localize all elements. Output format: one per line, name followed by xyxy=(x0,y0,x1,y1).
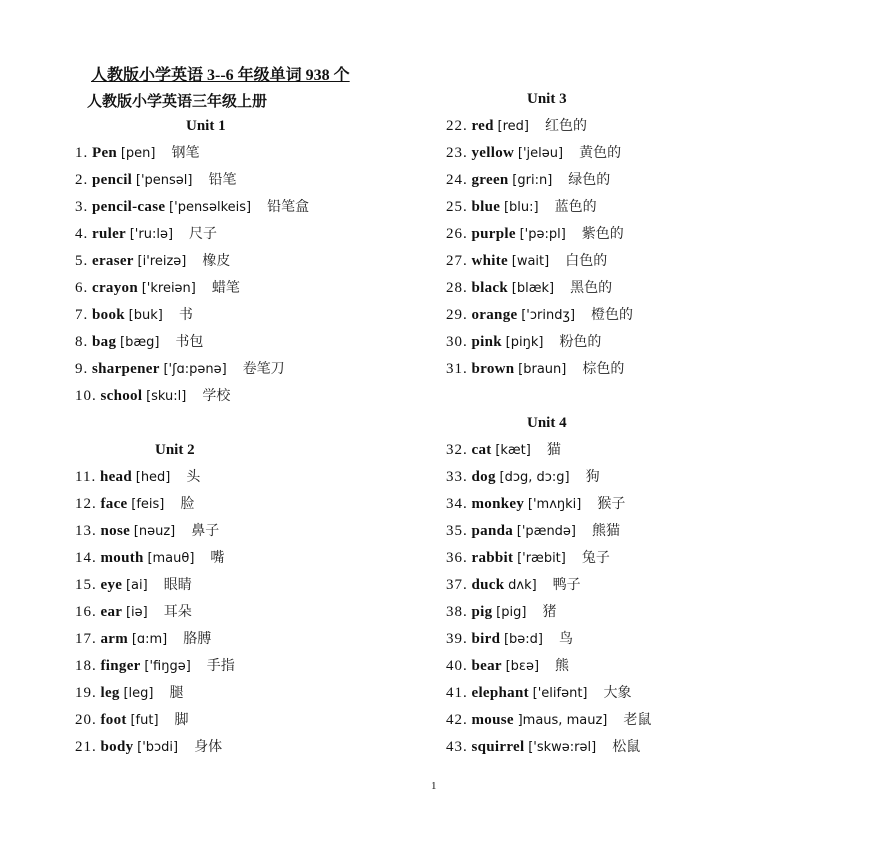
entry-meaning: 钢笔 xyxy=(171,145,200,161)
entry-word: bag xyxy=(92,334,117,350)
entry-word: eye xyxy=(100,577,123,593)
entry-number: 38. xyxy=(446,604,468,620)
entry-meaning: 鸭子 xyxy=(552,577,581,593)
entry-word: arm xyxy=(100,631,129,647)
entry-phonetic: [fut] xyxy=(130,713,159,728)
entry-phonetic: [buk] xyxy=(128,308,163,323)
entry-phonetic: [piŋk] xyxy=(505,335,544,350)
entry-word: purple xyxy=(471,226,516,242)
entry-number: 12. xyxy=(75,496,97,512)
entry-meaning: 粉色的 xyxy=(559,334,602,350)
entry-word: black xyxy=(471,280,509,296)
page-title: 人教版小学英语 3--6 年级单词 938 个 xyxy=(91,67,350,84)
entry-number: 5. xyxy=(75,253,89,269)
entry-number: 16. xyxy=(75,604,97,620)
entry-number: 36. xyxy=(446,550,468,566)
entry-phonetic: [i'reizə] xyxy=(137,254,187,269)
entry-meaning: 书包 xyxy=(175,334,204,350)
entry-number: 10. xyxy=(75,388,97,404)
entry-word: green xyxy=(471,172,509,188)
entry-phonetic: ['kreiən] xyxy=(141,281,196,296)
entry-number: 4. xyxy=(75,226,89,242)
entry-number: 3. xyxy=(75,199,89,215)
entry-meaning: 熊 xyxy=(555,658,570,674)
entry-number: 39. xyxy=(446,631,468,647)
entry-word: eraser xyxy=(92,253,134,269)
vocab-entry xyxy=(446,167,633,194)
vocab-entry xyxy=(75,167,309,194)
unit-3-list xyxy=(446,113,633,383)
entry-word: body xyxy=(100,739,134,755)
vocab-entry xyxy=(446,329,633,356)
vocab-entry xyxy=(446,518,651,545)
entry-phonetic: [bɛə] xyxy=(505,659,540,674)
entry-phonetic: ['pensəlkeis] xyxy=(169,200,252,215)
entry-meaning: 松鼠 xyxy=(612,739,641,755)
entry-word: pencil-case xyxy=(92,199,166,215)
entry-meaning: 学校 xyxy=(202,388,231,404)
entry-meaning: 胳膊 xyxy=(183,631,212,647)
entry-phonetic: ['fiŋgə] xyxy=(144,659,191,674)
page-number: 1 xyxy=(431,780,437,792)
entry-meaning: 狗 xyxy=(585,469,600,485)
vocab-entry xyxy=(446,248,633,275)
entry-word: pig xyxy=(471,604,493,620)
entry-number: 20. xyxy=(75,712,97,728)
entry-word: mouth xyxy=(100,550,144,566)
vocab-entry xyxy=(446,599,651,626)
entry-phonetic: [gri:n] xyxy=(512,173,553,188)
entry-phonetic: [pig] xyxy=(496,605,527,620)
vocab-entry xyxy=(75,653,235,680)
entry-word: Pen xyxy=(92,145,118,161)
entry-phonetic: [leg] xyxy=(123,686,154,701)
entry-meaning: 紫色的 xyxy=(581,226,624,242)
entry-word: yellow xyxy=(471,145,515,161)
entry-word: duck xyxy=(471,577,505,593)
entry-word: white xyxy=(471,253,508,269)
entry-number: 33. xyxy=(446,469,468,485)
entry-number: 9. xyxy=(75,361,89,377)
entry-number: 30. xyxy=(446,334,468,350)
vocab-entry xyxy=(446,734,651,761)
entry-word: monkey xyxy=(471,496,525,512)
unit-1-heading: Unit 1 xyxy=(186,118,226,134)
entry-meaning: 鸟 xyxy=(559,631,573,647)
entry-meaning: 蜡笔 xyxy=(211,280,240,296)
entry-phonetic: ['jeləu] xyxy=(517,146,564,161)
unit-1-list xyxy=(75,140,309,410)
entry-meaning: 铅笔盒 xyxy=(267,199,310,215)
entry-phonetic: ['elifənt] xyxy=(532,686,588,701)
entry-number: 37. xyxy=(446,577,468,593)
entry-phonetic: [bə:d] xyxy=(503,632,543,647)
entry-meaning: 猴子 xyxy=(597,496,626,512)
entry-meaning: 黄色的 xyxy=(579,145,622,161)
vocab-entry xyxy=(75,680,235,707)
entry-word: pink xyxy=(471,334,502,350)
entry-word: head xyxy=(99,469,132,485)
entry-word: foot xyxy=(100,712,127,728)
entry-meaning: 黑色的 xyxy=(570,280,613,296)
entry-phonetic: [iə] xyxy=(125,605,148,620)
entry-number: 35. xyxy=(446,523,468,539)
unit-2-heading: Unit 2 xyxy=(155,442,195,458)
vocab-entry xyxy=(75,383,309,410)
entry-word: bird xyxy=(471,631,501,647)
vocab-entry xyxy=(446,221,633,248)
vocab-entry xyxy=(446,140,633,167)
entry-word: bear xyxy=(471,658,502,674)
entry-word: school xyxy=(100,388,143,404)
entry-number: 41. xyxy=(446,685,468,701)
entry-number: 22. xyxy=(446,118,468,134)
vocab-entry xyxy=(446,545,651,572)
entry-phonetic: [blu:] xyxy=(503,200,539,215)
entry-word: mouse xyxy=(471,712,514,728)
vocab-entry xyxy=(75,275,309,302)
vocab-entry xyxy=(446,275,633,302)
entry-word: blue xyxy=(471,199,501,215)
entry-number: 13. xyxy=(75,523,97,539)
entry-word: finger xyxy=(100,658,141,674)
entry-number: 14. xyxy=(75,550,97,566)
entry-meaning: 鼻子 xyxy=(191,523,220,539)
entry-meaning: 白色的 xyxy=(565,253,608,269)
entry-meaning: 身体 xyxy=(194,739,223,755)
entry-phonetic: ['skwə:rəl] xyxy=(528,740,597,755)
entry-word: sharpener xyxy=(92,361,160,377)
entry-word: book xyxy=(92,307,125,323)
entry-word: ruler xyxy=(92,226,126,242)
entry-meaning: 眼睛 xyxy=(163,577,192,593)
entry-number: 28. xyxy=(446,280,468,296)
entry-meaning: 猫 xyxy=(546,442,561,458)
entry-number: 34. xyxy=(446,496,468,512)
vocab-entry xyxy=(75,329,309,356)
entry-meaning: 红色的 xyxy=(545,118,587,134)
entry-meaning: 橡皮 xyxy=(202,253,231,269)
vocab-entry xyxy=(446,194,633,221)
entry-number: 23. xyxy=(446,145,468,161)
entry-word: rabbit xyxy=(471,550,514,566)
entry-word: crayon xyxy=(92,280,138,296)
vocab-entry xyxy=(446,491,651,518)
vocab-entry xyxy=(446,572,651,599)
entry-word: cat xyxy=(471,442,492,458)
entry-number: 1. xyxy=(75,145,89,161)
vocab-entry xyxy=(446,302,633,329)
entry-phonetic: [dɔg, dɔ:g] xyxy=(499,470,570,485)
entry-number: 32. xyxy=(446,442,468,458)
entry-phonetic: [ai] xyxy=(125,578,148,593)
entry-number: 43. xyxy=(446,739,468,755)
vocab-entry xyxy=(75,302,309,329)
entry-phonetic: [hed] xyxy=(135,470,171,485)
entry-phonetic: ['ʃɑ:pənə] xyxy=(163,362,227,377)
vocab-entry xyxy=(75,464,235,491)
entry-number: 18. xyxy=(75,658,97,674)
entry-meaning: 铅笔 xyxy=(208,172,237,188)
entry-phonetic: [bæg] xyxy=(120,335,160,350)
vocab-entry xyxy=(446,113,633,140)
vocab-entry xyxy=(75,545,235,572)
entry-phonetic: ['pensəl] xyxy=(135,173,193,188)
entry-phonetic: [braun] xyxy=(518,362,567,377)
unit-2-list xyxy=(75,464,235,761)
entry-meaning: 手指 xyxy=(206,658,235,674)
vocab-entry xyxy=(446,437,651,464)
unit-4-list xyxy=(446,437,651,761)
entry-number: 15. xyxy=(75,577,97,593)
unit-3-heading: Unit 3 xyxy=(527,91,567,107)
entry-word: dog xyxy=(471,469,496,485)
entry-meaning: 卷笔刀 xyxy=(242,361,285,377)
vocab-entry xyxy=(446,626,651,653)
entry-meaning: 脸 xyxy=(180,496,195,512)
entry-meaning: 绿色的 xyxy=(568,172,611,188)
entry-number: 19. xyxy=(75,685,97,701)
entry-meaning: 书 xyxy=(178,307,193,323)
entry-number: 7. xyxy=(75,307,89,323)
entry-meaning: 猪 xyxy=(542,604,557,620)
vocab-entry xyxy=(75,491,235,518)
entry-phonetic: ['ru:lə] xyxy=(129,227,174,242)
entry-phonetic: [mauθ] xyxy=(147,551,195,566)
entry-meaning: 腿 xyxy=(169,685,184,701)
entry-meaning: 熊猫 xyxy=(592,523,621,539)
entry-number: 29. xyxy=(446,307,468,323)
entry-number: 26. xyxy=(446,226,468,242)
vocab-entry xyxy=(446,464,651,491)
entry-meaning: 大象 xyxy=(603,685,632,701)
entry-number: 2. xyxy=(75,172,89,188)
entry-number: 21. xyxy=(75,739,97,755)
entry-phonetic: ['ræbit] xyxy=(517,551,566,566)
entry-meaning: 耳朵 xyxy=(163,604,192,620)
entry-number: 42. xyxy=(446,712,468,728)
entry-phonetic: [wait] xyxy=(511,254,550,269)
entry-meaning: 老鼠 xyxy=(623,712,652,728)
entry-phonetic: ['mʌŋki] xyxy=(527,497,582,512)
entry-phonetic: ['bɔdi] xyxy=(137,740,179,755)
vocab-entry xyxy=(75,599,235,626)
entry-meaning: 脚 xyxy=(174,712,189,728)
entry-number: 11. xyxy=(75,469,97,485)
entry-number: 6. xyxy=(75,280,89,296)
entry-meaning: 兔子 xyxy=(581,550,610,566)
vocab-entry xyxy=(75,221,309,248)
entry-phonetic: [red] xyxy=(497,119,529,134)
entry-meaning: 蓝色的 xyxy=(554,199,597,215)
entry-phonetic: ['pændə] xyxy=(516,524,577,539)
entry-word: squirrel xyxy=(471,739,525,755)
entry-meaning: 嘴 xyxy=(210,550,225,566)
vocab-entry xyxy=(446,653,651,680)
entry-word: brown xyxy=(471,361,515,377)
entry-phonetic: [sku:l] xyxy=(146,389,187,404)
vocab-entry xyxy=(446,707,651,734)
vocab-entry xyxy=(75,734,235,761)
unit-4-heading: Unit 4 xyxy=(527,415,567,431)
entry-word: red xyxy=(471,118,494,134)
entry-number: 40. xyxy=(446,658,468,674)
vocab-entry xyxy=(75,356,309,383)
entry-word: face xyxy=(100,496,128,512)
entry-number: 17. xyxy=(75,631,97,647)
entry-meaning: 头 xyxy=(186,469,201,485)
entry-phonetic: ['pə:pl] xyxy=(519,227,566,242)
entry-phonetic: [pen] xyxy=(120,146,156,161)
entry-phonetic: [ɑ:m] xyxy=(131,632,168,647)
entry-word: orange xyxy=(471,307,518,323)
entry-meaning: 棕色的 xyxy=(582,361,625,377)
entry-word: elephant xyxy=(471,685,529,701)
entry-word: leg xyxy=(100,685,120,701)
entry-phonetic: [feis] xyxy=(131,497,165,512)
vocab-entry xyxy=(75,518,235,545)
vocab-entry xyxy=(75,707,235,734)
entry-meaning: 橙色的 xyxy=(591,307,634,323)
entry-meaning: 尺子 xyxy=(189,226,218,242)
entry-phonetic: ['ɔrindʒ] xyxy=(521,308,576,323)
entry-phonetic: [kæt] xyxy=(495,443,531,458)
vocab-entry xyxy=(75,572,235,599)
vocab-entry xyxy=(75,626,235,653)
vocab-entry xyxy=(446,680,651,707)
vocab-entry xyxy=(446,356,633,383)
entry-word: ear xyxy=(100,604,123,620)
entry-number: 8. xyxy=(75,334,89,350)
entry-phonetic: ]maus, mauz] xyxy=(517,713,608,728)
vocab-entry xyxy=(75,248,309,275)
entry-phonetic: [blæk] xyxy=(511,281,555,296)
entry-number: 25. xyxy=(446,199,468,215)
entry-word: nose xyxy=(100,523,131,539)
vocab-entry xyxy=(75,140,309,167)
entry-word: pencil xyxy=(92,172,133,188)
entry-number: 24. xyxy=(446,172,468,188)
entry-number: 31. xyxy=(446,361,468,377)
entry-phonetic: [nəuz] xyxy=(133,524,176,539)
entry-phonetic: dʌk] xyxy=(508,578,537,593)
page-subtitle: 人教版小学英语三年级上册 xyxy=(87,94,268,110)
entry-number: 27. xyxy=(446,253,468,269)
entry-word: panda xyxy=(471,523,514,539)
vocab-entry xyxy=(75,194,309,221)
